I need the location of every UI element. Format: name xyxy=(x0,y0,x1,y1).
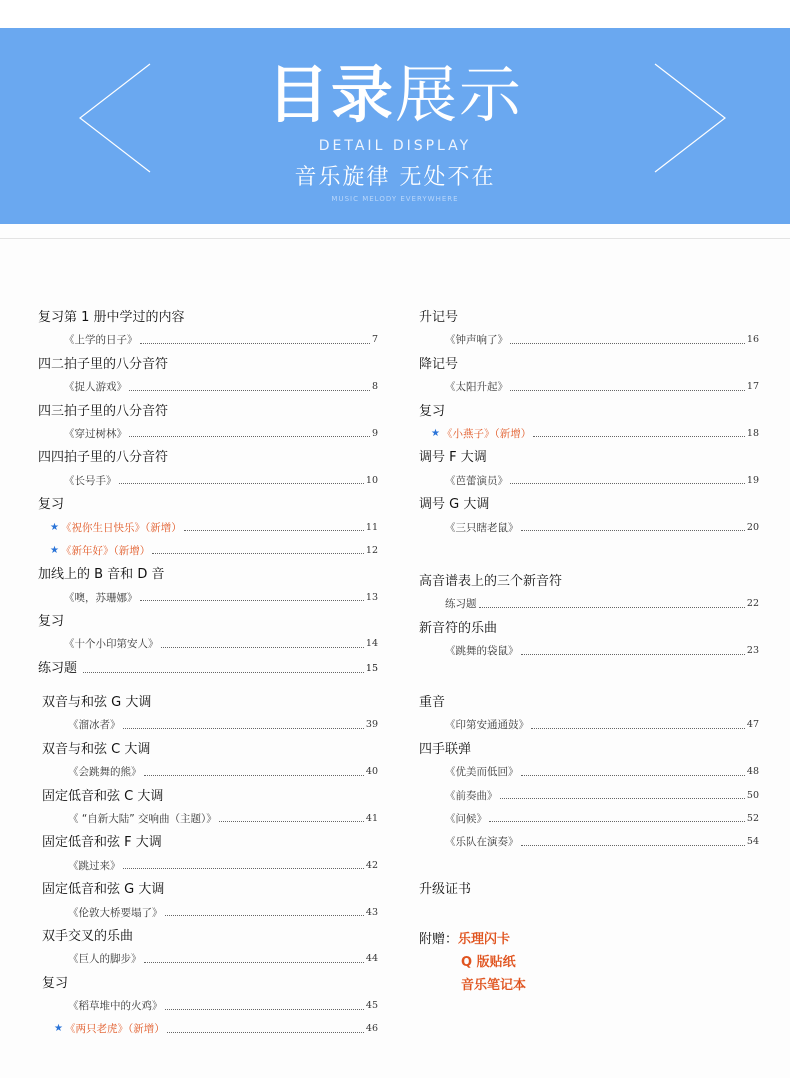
header-banner xyxy=(0,0,790,230)
page-number: 50 xyxy=(746,789,759,801)
entry-title: 《捉人游戏》 xyxy=(64,381,127,394)
leader-dots xyxy=(144,775,364,776)
leader-dots xyxy=(510,483,745,484)
section-title: 四手联弹 xyxy=(419,741,472,757)
gift-item: 乐理闪卡 xyxy=(458,932,511,947)
section-title: 复习 xyxy=(419,403,446,419)
leader-dots xyxy=(531,728,745,729)
leader-dots xyxy=(140,600,364,601)
section-heading xyxy=(42,785,378,808)
leader-dots xyxy=(152,553,364,554)
toc-entry xyxy=(42,948,378,971)
section-heading xyxy=(419,446,759,469)
section-title: 双音与和弦 G 大调 xyxy=(42,695,152,710)
toc-entry xyxy=(42,902,378,925)
page-number: 46 xyxy=(365,1023,378,1035)
leader-dots xyxy=(83,672,364,673)
gift-item: 音乐笔记本 xyxy=(461,978,527,993)
leader-dots xyxy=(165,915,364,916)
leader-dots xyxy=(165,1009,364,1010)
leader-dots xyxy=(184,530,364,531)
page-number: 17 xyxy=(746,381,759,393)
section-heading xyxy=(38,400,378,423)
page-number: 11 xyxy=(365,521,378,533)
section-heading xyxy=(419,691,759,714)
entry-title: 《优美而低回》 xyxy=(445,766,519,779)
entry-title: 《祝你生日快乐》（新增） xyxy=(60,521,182,534)
page-number: 44 xyxy=(365,953,378,965)
entry-title: 《太阳升起》 xyxy=(445,381,508,394)
section-heading xyxy=(42,738,378,761)
toc-entry xyxy=(419,640,759,663)
section-heading xyxy=(419,570,759,593)
star-icon: ★ xyxy=(50,521,59,533)
page-number: 18 xyxy=(746,427,759,439)
section-title: 加线上的 B 音和 D 音 xyxy=(38,567,165,583)
toc-entry xyxy=(419,593,759,616)
section-heading xyxy=(38,306,378,329)
page-number: 45 xyxy=(365,1000,378,1012)
page-number: 52 xyxy=(746,812,759,824)
page-number: 14 xyxy=(365,638,378,650)
section-heading xyxy=(38,446,378,469)
gift-label: 附赠： xyxy=(419,932,459,947)
page-number: 7 xyxy=(371,334,378,346)
leader-dots xyxy=(521,530,745,531)
entry-title: 《两只老虎》（新增） xyxy=(64,1023,165,1036)
toc-entry xyxy=(38,329,378,352)
page-number: 22 xyxy=(746,598,759,610)
page-number: 12 xyxy=(365,544,378,556)
entry-title: 《三只瞎老鼠》 xyxy=(445,521,519,534)
toc-entry xyxy=(419,831,759,854)
subtitle: DETAIL DISPLAY xyxy=(318,138,472,154)
page-number: 16 xyxy=(746,334,759,346)
toc-entry xyxy=(42,761,378,784)
page-number: 41 xyxy=(365,812,378,824)
section-heading xyxy=(419,400,759,423)
page-number: 10 xyxy=(365,474,378,486)
entry-title: 《跳舞的袋鼠》 xyxy=(445,645,519,658)
leader-dots xyxy=(489,821,745,822)
divider xyxy=(0,238,790,239)
toc-entry xyxy=(38,587,378,610)
page-number: 40 xyxy=(365,766,378,778)
gift-block xyxy=(419,928,526,997)
slogan-english: MUSIC MELODY EVERYWHERE xyxy=(331,195,459,203)
section-heading xyxy=(419,493,759,516)
section-heading xyxy=(38,610,378,633)
toc-column-3 xyxy=(42,691,378,1042)
entry-title: 《乐队在演奏》 xyxy=(445,836,519,849)
toc-entry xyxy=(42,1018,378,1041)
section-title: 复习 xyxy=(38,497,65,513)
toc-entry xyxy=(42,855,378,878)
section-title: 降记号 xyxy=(419,356,459,372)
section-heading xyxy=(42,925,378,948)
toc-entry xyxy=(419,714,759,737)
entry-title: 《 “自新大陆” 交响曲（主题）》 xyxy=(68,812,217,825)
toc-column-1 xyxy=(38,306,378,680)
section-title: 调号 F 大调 xyxy=(419,450,487,466)
slogan: 音乐旋律 无处不在 xyxy=(294,165,496,190)
leader-dots xyxy=(521,654,745,655)
entry-title: 《跳过来》 xyxy=(68,859,121,872)
leader-dots xyxy=(521,845,745,846)
toc-entry xyxy=(42,714,378,737)
section-title: 练习题 xyxy=(38,660,78,676)
leader-dots xyxy=(510,390,745,391)
leader-dots xyxy=(219,821,364,822)
leader-dots xyxy=(533,436,745,437)
section-heading xyxy=(38,493,378,516)
toc-column-2 xyxy=(419,306,759,540)
toc-entry xyxy=(38,376,378,399)
entry-title: 《芭蕾演员》 xyxy=(445,474,508,487)
section-title: 固定低音和弦 C 大调 xyxy=(42,788,164,804)
entry-title: 《印第安通通鼓》 xyxy=(445,719,529,732)
section-title: 新音符的乐曲 xyxy=(419,620,498,636)
page-number: 19 xyxy=(746,474,759,486)
entry-title: 《噢，苏珊娜》 xyxy=(64,591,138,604)
entry-title: 《前奏曲》 xyxy=(445,789,498,802)
page-number: 20 xyxy=(746,521,759,533)
section-title: 四四拍子里的八分音符 xyxy=(38,450,169,466)
section-title: 四三拍子里的八分音符 xyxy=(38,403,169,419)
page-number: 13 xyxy=(365,591,378,603)
toc-column-2b xyxy=(419,570,759,664)
toc-entry xyxy=(419,785,759,808)
page-number: 42 xyxy=(365,859,378,871)
leader-dots xyxy=(510,343,745,344)
page-number: 43 xyxy=(365,906,378,918)
page-number: 15 xyxy=(365,662,378,674)
toc-entry xyxy=(419,761,759,784)
page-number: 47 xyxy=(746,719,759,731)
section-heading xyxy=(42,691,378,714)
entry-title: 《长号手》 xyxy=(64,474,117,487)
certificate-heading xyxy=(419,878,471,901)
entry-title: 《上学的日子》 xyxy=(64,334,138,347)
page-number: 48 xyxy=(746,766,759,778)
entry-title: 《会跳舞的熊》 xyxy=(68,766,142,779)
toc-entry xyxy=(419,329,759,352)
page-number: 9 xyxy=(371,427,378,439)
leader-dots xyxy=(129,436,370,437)
section-title: 复习第 1 册中学过的内容 xyxy=(38,310,185,325)
section-heading xyxy=(419,353,759,376)
toc-entry xyxy=(42,995,378,1018)
title-light: 展示 xyxy=(395,58,524,131)
entry-title: 《小燕子》（新增） xyxy=(441,427,532,440)
entry-title: 练习题 xyxy=(445,598,477,611)
leader-dots xyxy=(119,483,364,484)
leader-dots xyxy=(500,798,745,799)
entry-title: 《巨人的脚步》 xyxy=(68,953,142,966)
section-title: 复习 xyxy=(38,614,65,630)
section-heading xyxy=(419,617,759,640)
star-icon: ★ xyxy=(54,1023,63,1035)
section-heading xyxy=(42,972,378,995)
section-title: 调号 G 大调 xyxy=(419,497,490,513)
entry-title: 《伦敦大桥要塌了》 xyxy=(68,906,163,919)
section-heading xyxy=(42,878,378,901)
page-number: 23 xyxy=(746,645,759,657)
entry-title: 《稻草堆中的火鸡》 xyxy=(68,1000,163,1013)
section-title: 四二拍子里的八分音符 xyxy=(38,356,169,372)
toc-entry xyxy=(419,423,759,446)
section-title: 固定低音和弦 G 大调 xyxy=(42,882,165,898)
entry-title: 《溜冰者》 xyxy=(68,719,121,732)
entry-title: 《十个小印第安人》 xyxy=(64,638,159,651)
entry-title: 《问候》 xyxy=(445,812,487,825)
gift-item: Q 版贴纸 xyxy=(461,955,516,970)
star-icon: ★ xyxy=(50,544,59,556)
title-bold: 目录 xyxy=(266,58,395,131)
toc-entry xyxy=(419,376,759,399)
toc-entry xyxy=(38,633,378,656)
leader-dots xyxy=(129,390,370,391)
section-heading xyxy=(38,353,378,376)
toc-entry xyxy=(419,808,759,831)
toc-entry xyxy=(38,517,378,540)
section-title: 双手交叉的乐曲 xyxy=(42,928,134,944)
leader-dots xyxy=(144,962,364,963)
toc-entry xyxy=(419,470,759,493)
leader-dots xyxy=(479,607,745,608)
section-title: 双音与和弦 C 大调 xyxy=(42,741,151,757)
leader-dots xyxy=(521,775,745,776)
entry-title: 《新年好》（新增） xyxy=(60,544,151,557)
section-title: 升记号 xyxy=(419,310,459,325)
section-title: 重音 xyxy=(419,695,446,710)
toc-entry xyxy=(38,470,378,493)
star-icon: ★ xyxy=(431,427,440,439)
entry-title: 《钟声响了》 xyxy=(445,334,508,347)
page-number: 54 xyxy=(746,836,759,848)
section-title: 高音谱表上的三个新音符 xyxy=(419,574,563,589)
toc-entry xyxy=(419,517,759,540)
toc-entry xyxy=(38,423,378,446)
section-title: 固定低音和弦 F 大调 xyxy=(42,835,162,851)
entry-title: 《穿过树林》 xyxy=(64,427,127,440)
section-heading xyxy=(42,831,378,854)
toc-entry xyxy=(42,808,378,831)
leader-dots xyxy=(123,868,364,869)
leader-dots xyxy=(140,343,370,344)
certificate-label: 升级证书 xyxy=(419,882,472,897)
page-title xyxy=(0,55,790,135)
section-heading xyxy=(38,563,378,586)
section-title: 复习 xyxy=(42,975,69,991)
leader-dots xyxy=(123,728,364,729)
section-heading xyxy=(419,306,759,329)
section-heading xyxy=(419,738,759,761)
toc-column-4 xyxy=(419,691,759,855)
toc-entry xyxy=(38,657,378,680)
toc-entry xyxy=(38,540,378,563)
leader-dots xyxy=(161,647,364,648)
leader-dots xyxy=(167,1032,364,1033)
page-number: 8 xyxy=(371,381,378,393)
page-number: 39 xyxy=(365,719,378,731)
